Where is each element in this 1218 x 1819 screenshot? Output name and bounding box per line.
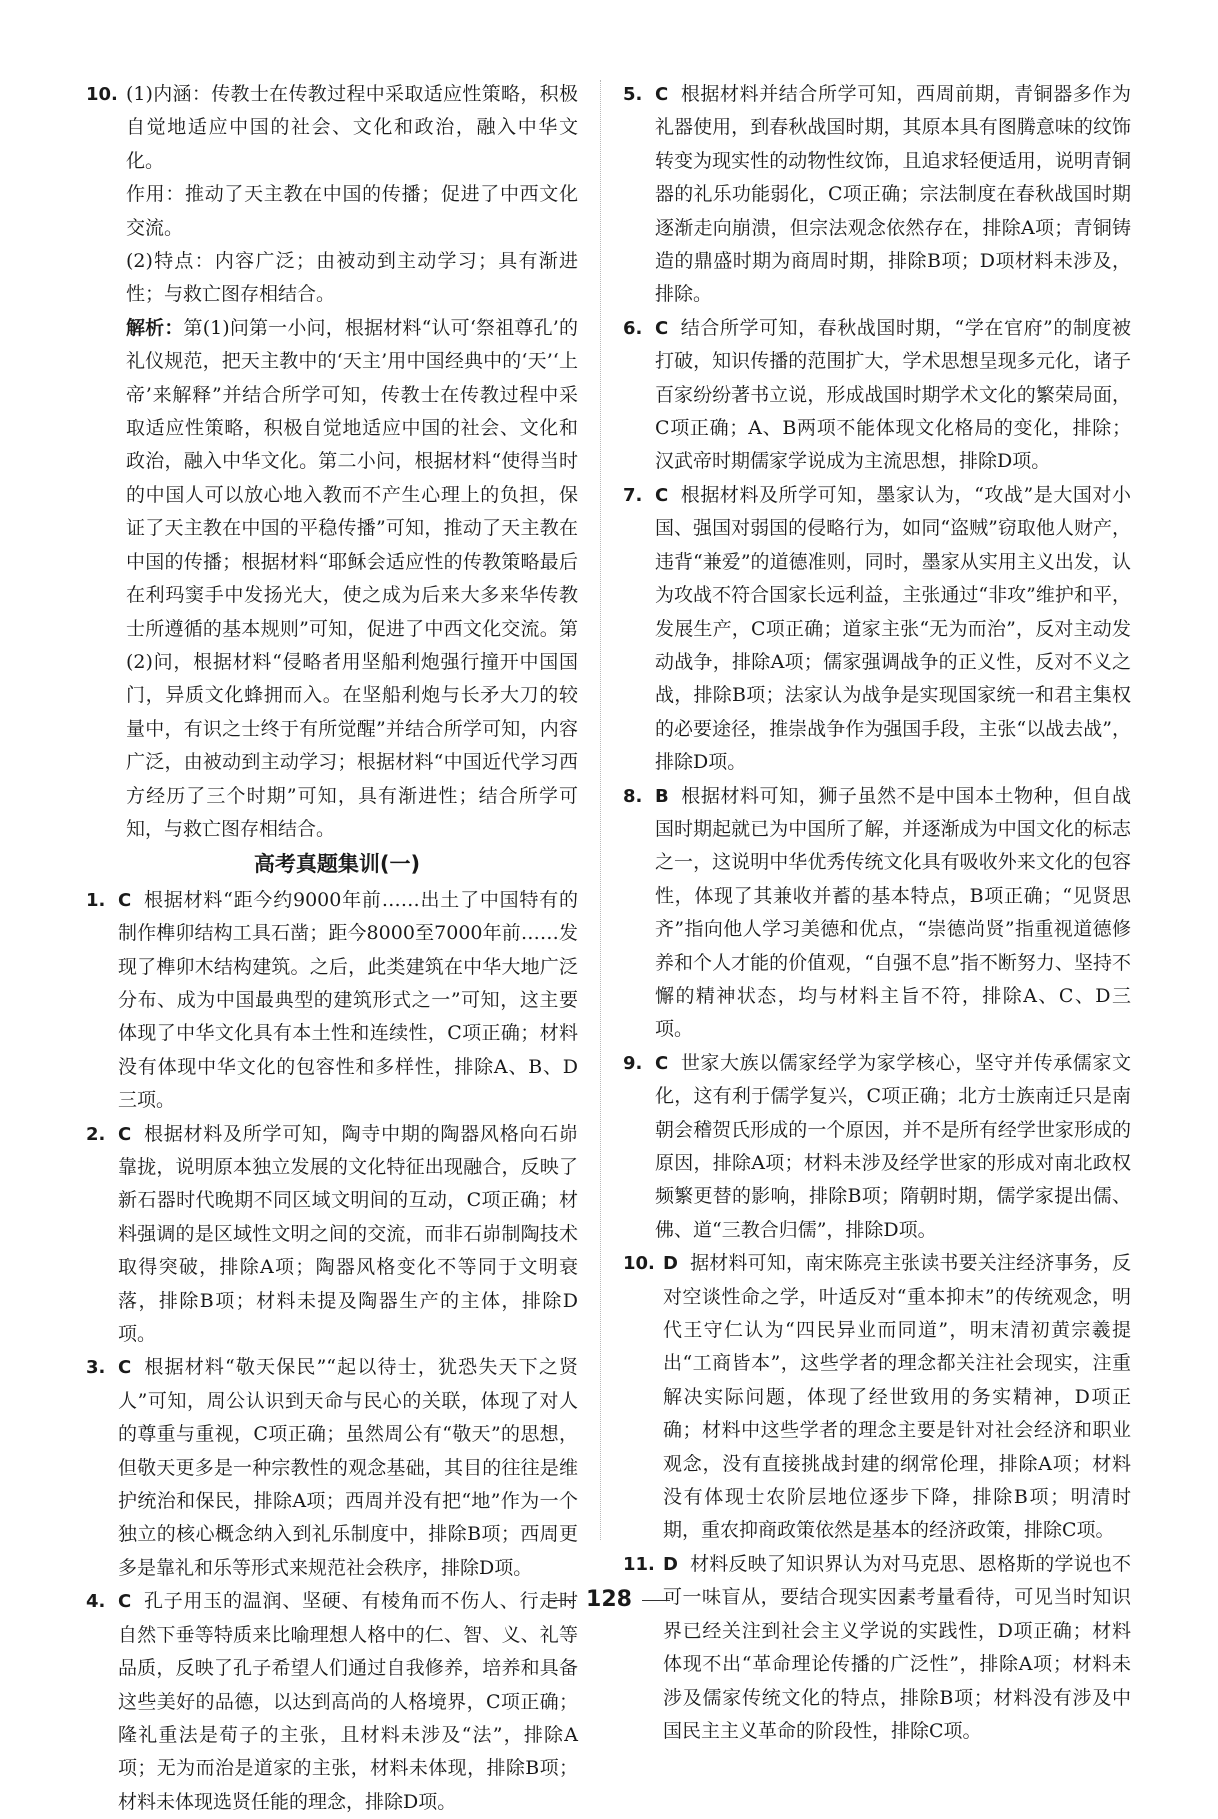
column-divider <box>600 80 601 1540</box>
answer-item <box>623 312 1131 479</box>
right-column <box>623 78 1131 1748</box>
answer-item <box>86 1351 578 1585</box>
answer-letter: C <box>655 84 669 105</box>
section-title: 高考真题集训(一) <box>253 852 421 877</box>
answer-explanation: 世家大族以儒家经学为家学核心，坚守并传承儒家文化，这有利于儒学复兴，C项正确；北方士族南迁只是南朝会稽贺氏形成的一个原因，并不是所有经学世家形成的原因，排除A项；材料未涉及经学世家的形成对南北政权频繁更替的影响，排除B项；隋朝时期，儒学家提出儒、佛、道“三教合归儒”，排除D项。 <box>655 1051 1131 1241</box>
q10-analysis <box>126 312 578 847</box>
analysis-text: 第(1)问第一小问，根据材料“认可‘祭祖尊孔’的礼仪规范，把天主教中的‘天主’用中国经典中的‘天’‘上帝’来解释”并结合所学可知，传教士在传教过程中采取适应性策略，积极自觉地适应中国的社会、文化和政治，融入中华文化。第二小问，根据材料“使得当时的中国人可以放心地入教而不产生心理上的负担，保证了天主教在中国的平稳传播”可知，推动了天主教在中国的传播；根据材料“耶稣会适应性的传教策略最后在利玛窦手中发扬光大，使之成为后来大多来华传教士所遵循的基本规则”可知，促进了中西文化交流。第(2)问，根据材料“侵略者用坚船利炮强行撞开中国国门，异质文化蜂拥而入。在坚船利炮与长矛大刀的较量中，有识之士终于有所觉醒”并结合所学可知，内容广泛，由被动到主动学习；根据材料“中国近代学习西方经历了三个时期”可知，具有渐进性；结合所学可知，与救亡图存相结合。 <box>126 316 578 840</box>
answer-letter: D <box>663 1553 678 1575</box>
answer-explanation: 结合所学可知，春秋战国时期，“学在官府”的制度被打破，知识传播的范围扩大，学术思想呈现多元化，诸子百家纷纷著书立说，形成战国时期学术文化的繁荣局面，C项正确；A、B两项不能体现文化格局的变化，排除；汉武帝时期儒家学说成为主流思想，排除D项。 <box>655 316 1131 473</box>
item-number: 9. <box>623 1052 643 1074</box>
answer-item-10-essay <box>86 78 578 846</box>
answer-explanation: 根据材料及所学可知，陶寺中期的陶器风格向石峁靠拢，说明原本独立发展的文化特征出现融合，反映了新石器时代晚期不同区域文明间的互动，C项正确；材料强调的是区域性文明之间的交流，而非石峁制陶技术取得突破，排除A项；陶器风格变化不等同于文明衰落，排除B项；材料未提及陶器生产的主体，排除D项。 <box>118 1122 578 1346</box>
item-number: 6. <box>623 317 643 339</box>
answer-item <box>86 1585 578 1819</box>
answer-item <box>623 780 1131 1047</box>
answer-explanation: 材料反映了知识界认为对马克思、恩格斯的学说也不可一味盲从，要结合现实因素考量看待，可见当时知识界已经关注到社会主义学说的实践性，D项正确；材料体现不出“革命理论传播的广泛性”，排除A项；材料未涉及儒家传统文化的特点，排除B项；材料没有涉及中国民主主义革命的阶段性，排除C项。 <box>663 1552 1131 1742</box>
answer-explanation: 据材料可知，南宋陈亮主张读书要关注经济事务，反对空谈性命之学，叶适反对“重本抑末”的传统观念，明代王守仁认为“四民异业而同道”，明末清初黄宗羲提出“工商皆本”，这些学者的理念都关注社会现实，注重解决实际问题，体现了经世致用的务实精神，D项正确；材料中这些学者的理念主要是针对社会经济和职业观念，没有直接挑战封建的纲常伦理，排除A项；材料没有体现士农阶层地位逐步下降，排除B项；明清时期，重农抑商政策依然是基本的经济政策，排除C项。 <box>663 1252 1131 1542</box>
answer-item <box>86 884 578 1118</box>
dash-left <box>548 1600 576 1601</box>
item-number: 10. <box>86 84 118 105</box>
answer-explanation: 根据材料及所学可知，墨家认为，“攻战”是大国对小国、强国对弱国的侵略行为，如同“盗贼”窃取他人财产，违背“兼爱”的道德准则，同时，墨家从实用主义出发，认为攻战不符合国家长远利益，主张通过“非攻”维护和平，发展生产，C项正确；道家主张“无为而治”，反对主动发动战争，排除A项；儒家强调战争的正义性，反对不义之战，排除B项；法家认为战争是实现国家统一和君主集权的必要途径，推崇战争作为强国手段，主张“以战去战”，排除D项。 <box>655 483 1131 774</box>
answer-explanation: 根据材料“距今约9000年前……出土了中国特有的制作榫卯结构工具石凿；距今8000至7000年前……发现了榫卯木结构建筑。之后，此类建筑在中华大地广泛分布、成为中国最典型的建筑形式之一”可知，这主要体现了中华文化具有本土性和连续性，C项正确；材料没有体现中华文化的包容性和多样性，排除A、B、D三项。 <box>118 888 578 1112</box>
answer-letter: C <box>655 484 669 506</box>
item-number: 8. <box>623 785 643 807</box>
item-number: 4. <box>86 1591 106 1613</box>
item-number: 5. <box>623 84 643 105</box>
answer-item <box>623 1247 1131 1548</box>
answer-explanation: 根据材料可知，狮子虽然不是中国本土物种，但自战国时期起就已为中国所了解，并逐渐成为中国文化的标志之一，这说明中华优秀传统文化具有吸收外来文化的包容性，体现了其兼收并蓄的基本特点，B项正确；“见贤思齐”指向他人学习美德和优点，“崇德尚贤”指重视道德修养和个人才能的价值观，“自强不息”指不断努力、坚持不懈的精神状态，均与材料主旨不符，排除A、C、D三项。 <box>655 784 1131 1041</box>
item-number: 7. <box>623 484 643 506</box>
page-number <box>0 1587 1218 1612</box>
item-number: 10. <box>623 1253 655 1275</box>
answer-letter: C <box>118 1123 132 1145</box>
item-number: 11. <box>623 1553 655 1575</box>
answer-explanation: 根据材料并结合所学可知，西周前期，青铜器多作为礼器使用，到春秋战国时期，其原本具有图腾意味的纹饰转变为现实性的动物性纹饰，且追求轻便适用，说明青铜器的礼乐功能弱化，C项正确；宗法制度在春秋战国时期逐渐走向崩溃，但宗法观念依然存在，排除A项；青铜铸造的鼎盛时期为商周时期，排除B项；D项材料未涉及，排除。 <box>655 83 1131 306</box>
page-number-text: 128 <box>586 1587 632 1612</box>
answer-item <box>623 1548 1131 1748</box>
answer-letter: D <box>663 1253 678 1275</box>
answer-item <box>623 479 1131 780</box>
answer-explanation: 孔子用玉的温润、坚硬、有棱角而不伤人、行走时自然下垂等特质来比喻理想人格中的仁、智、义、礼等品质，反映了孔子希望人们通过自我修养，培养和具备这些美好的品德，以达到高尚的人格境界，C项正确；隆礼重法是荀子的主张，且材料未涉及“法”，排除A项；无为而治是道家的主张，材料未体现，排除B项；材料未体现选贤任能的理念，排除D项。 <box>118 1590 578 1813</box>
answer-explanation: 根据材料“敬天保民”“起以待士，犹恐失天下之贤人”可知，周公认识到天命与民心的关联，体现了对人的尊重与重视，C项正确；虽然周公有“敬天”的思想，但敬天更多是一种宗教性的观念基础，其目的往往是维护统治和保民，排除A项；西周并没有把“地”作为一个独立的核心概念纳入到礼乐制度中，排除B项；西周更多是靠礼和乐等形式来规范社会秩序，排除D项。 <box>118 1356 578 1579</box>
item-number: 1. <box>86 889 106 911</box>
answer-item <box>86 1118 578 1352</box>
answer-letter: C <box>655 317 669 339</box>
answer-item <box>623 1047 1131 1247</box>
answer-item <box>623 78 1131 312</box>
analysis-label: 解析： <box>126 316 184 339</box>
answer-letter: B <box>655 785 669 807</box>
left-column <box>86 78 578 1819</box>
q10-part2: (2)特点：内容广泛；由被动到主动学习；具有渐进性；与救亡图存相结合。 <box>126 250 578 306</box>
answer-letter: C <box>655 1052 669 1074</box>
answer-letter: C <box>118 889 132 911</box>
item-number: 2. <box>86 1123 106 1145</box>
q10-part1-effect: 作用：推动了天主教在中国的传播；促进了中西文化交流。 <box>126 183 578 239</box>
dash-right <box>642 1600 670 1601</box>
answer-letter: C <box>118 1591 132 1613</box>
item-number: 3. <box>86 1357 106 1379</box>
answer-letter: C <box>118 1357 132 1379</box>
q10-part1-content: (1)内涵：传教士在传教过程中采取适应性策略，积极自觉地适应中国的社会、文化和政治，融入中华文化。 <box>126 83 578 172</box>
